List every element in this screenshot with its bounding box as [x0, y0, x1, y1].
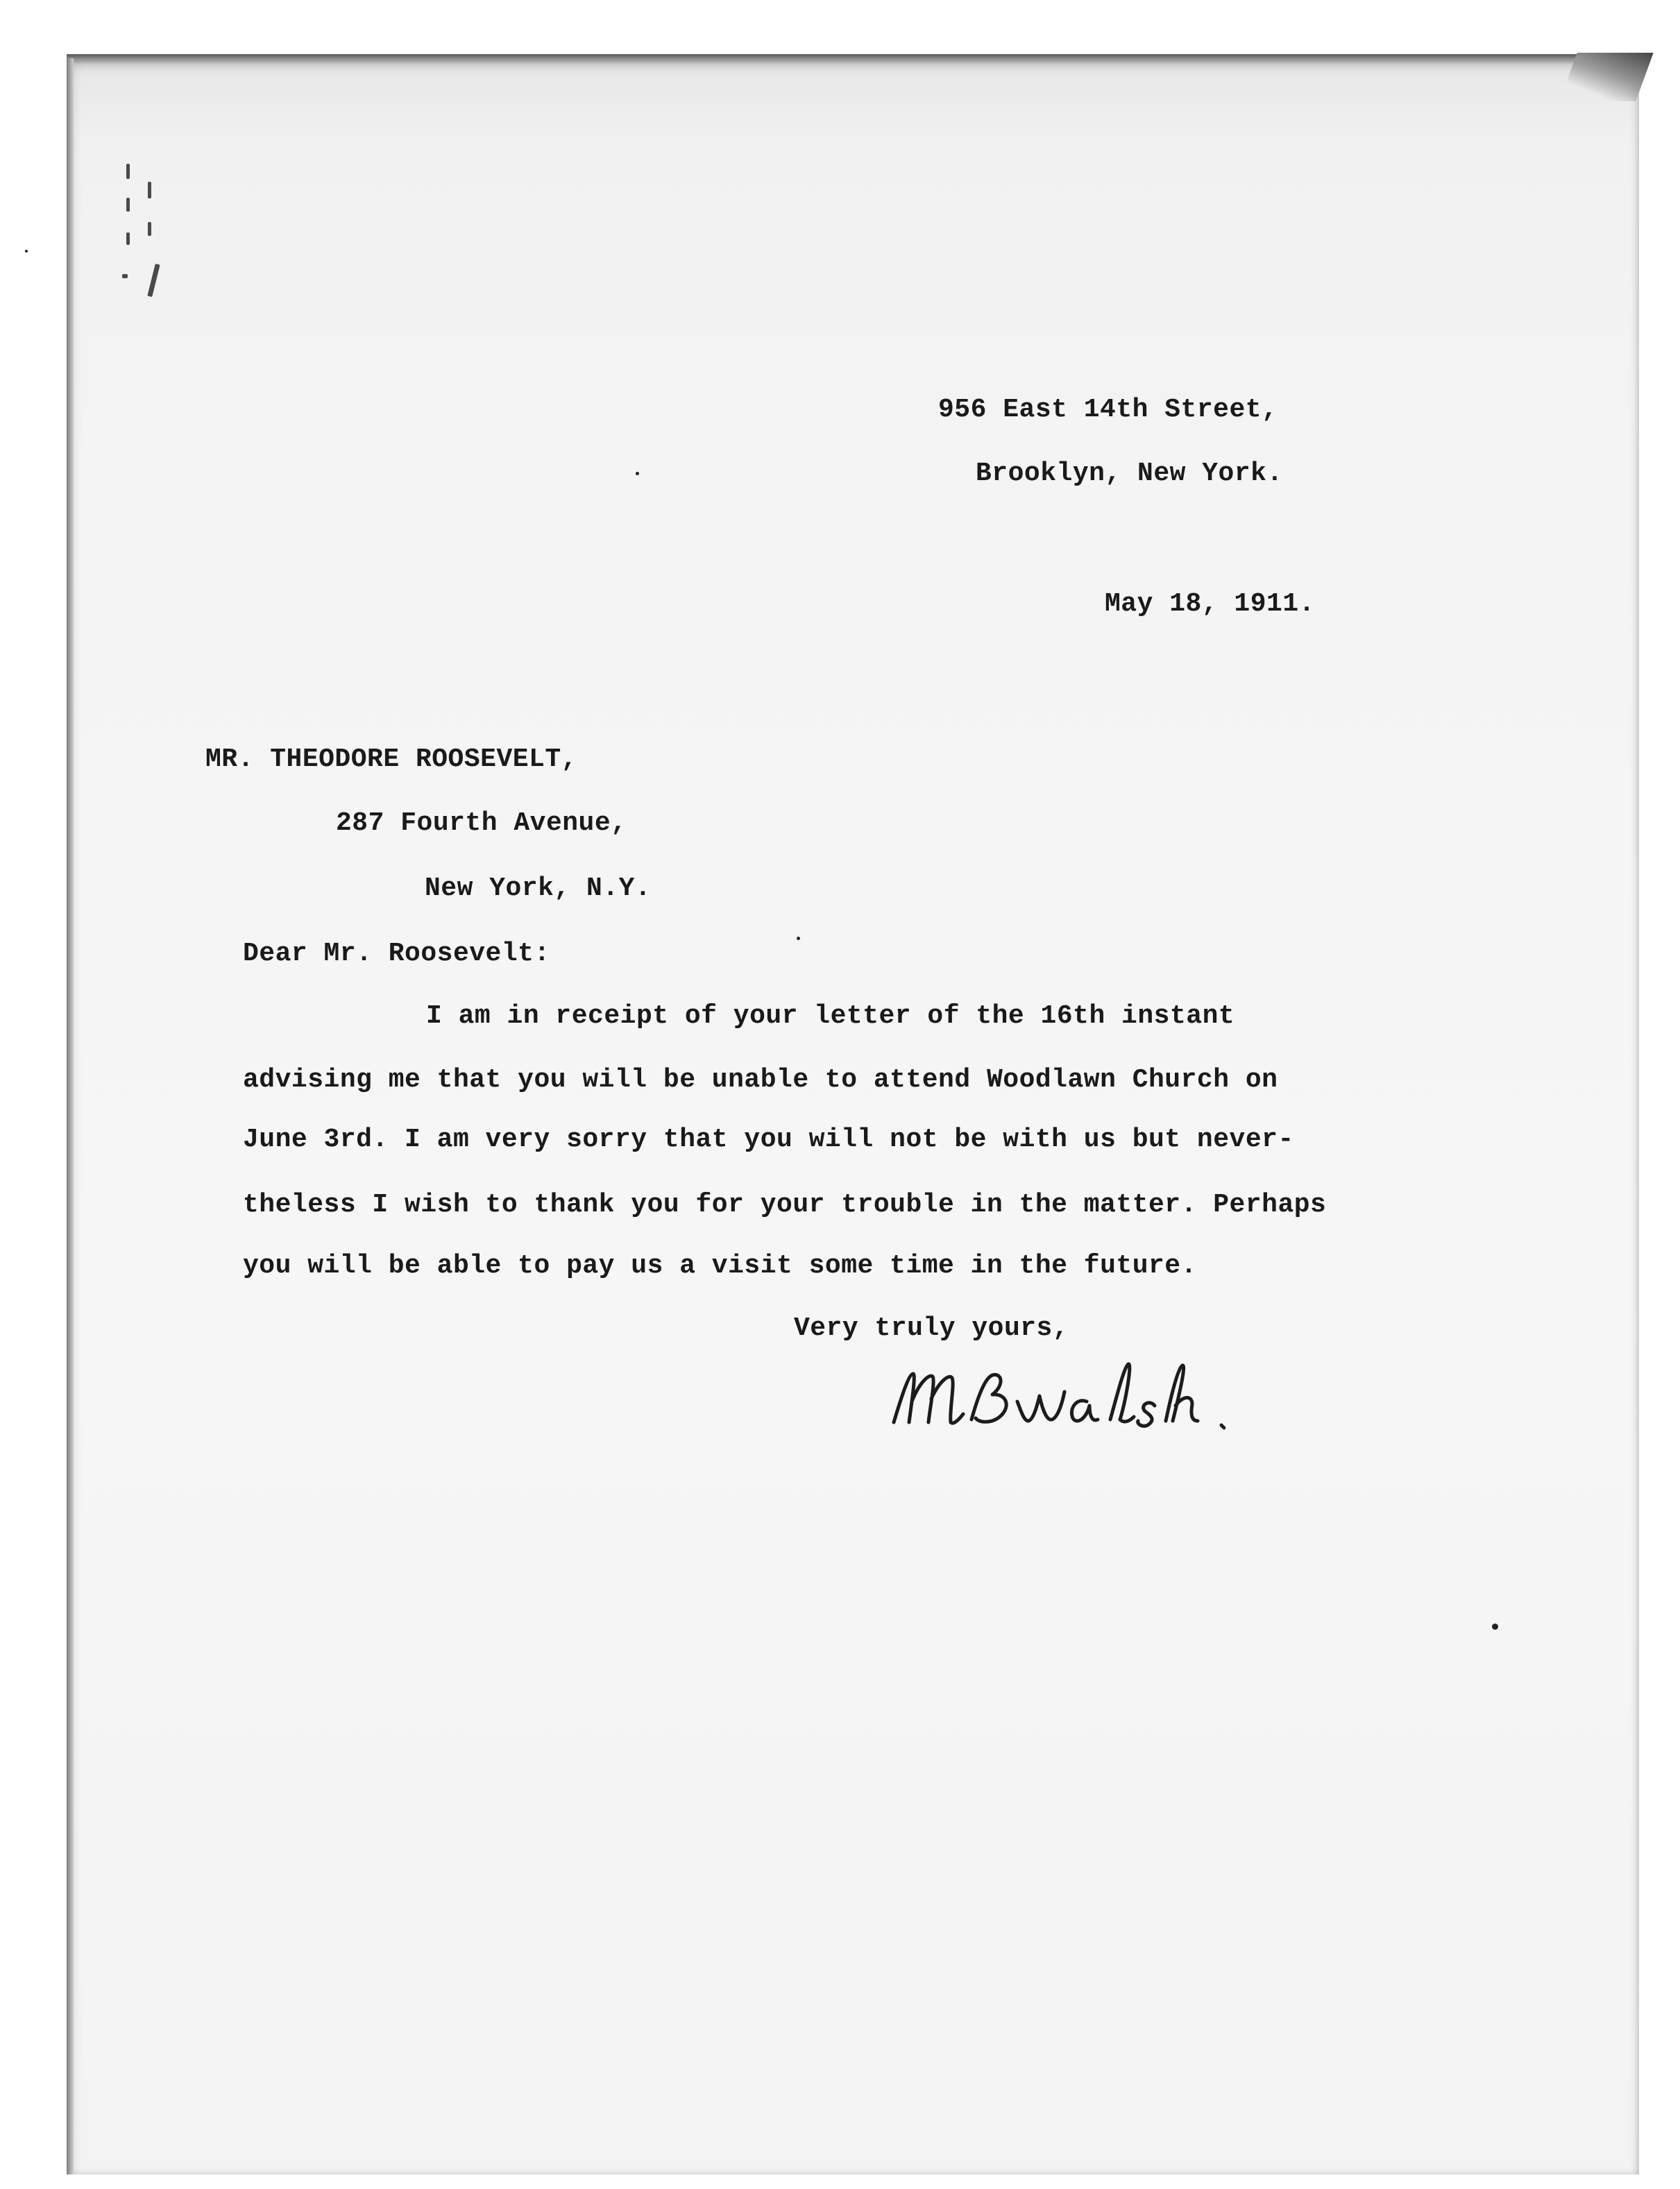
- margin-mark: [126, 198, 130, 212]
- body-line: June 3rd. I am very sorry that you will not be with us but never-: [243, 1125, 1294, 1155]
- body-line: you will be able to pay us a visit some time in the future.: [243, 1251, 1197, 1281]
- handwritten-signature: [881, 1353, 1277, 1443]
- recipient-name: MR. THEODORE ROOSEVELT,: [205, 744, 577, 774]
- sender-address-line-2: Brooklyn, New York.: [976, 459, 1283, 488]
- paper-top-edge: [67, 54, 1621, 64]
- recipient-street: 287 Fourth Avenue,: [336, 808, 627, 838]
- sender-address-line-1: 956 East 14th Street,: [938, 395, 1278, 425]
- recipient-city: New York, N.Y.: [425, 874, 652, 903]
- margin-mark: [126, 164, 130, 179]
- letter-date: May 18, 1911.: [1105, 589, 1315, 619]
- margin-mark: [122, 274, 128, 278]
- margin-mark: [148, 222, 151, 236]
- margin-mark: [126, 232, 130, 245]
- paper-left-edge: [67, 58, 74, 2174]
- stray-speck: [636, 472, 639, 475]
- body-line: I am in receipt of your letter of the 16th instant: [426, 1001, 1235, 1031]
- paper-corner-fold: [1559, 53, 1653, 101]
- closing: Very truly yours,: [794, 1313, 1069, 1343]
- salutation: Dear Mr. Roosevelt:: [243, 939, 550, 969]
- margin-mark: [148, 182, 151, 198]
- stray-speck: [1492, 1624, 1498, 1630]
- paper-sheet: [67, 58, 1639, 2174]
- body-line: theless I wish to thank you for your trouble in the matter. Perhaps: [243, 1190, 1327, 1220]
- stray-speck: [25, 250, 28, 253]
- stray-speck: [797, 937, 800, 940]
- body-line: advising me that you will be unable to attend Woodlawn Church on: [243, 1065, 1278, 1095]
